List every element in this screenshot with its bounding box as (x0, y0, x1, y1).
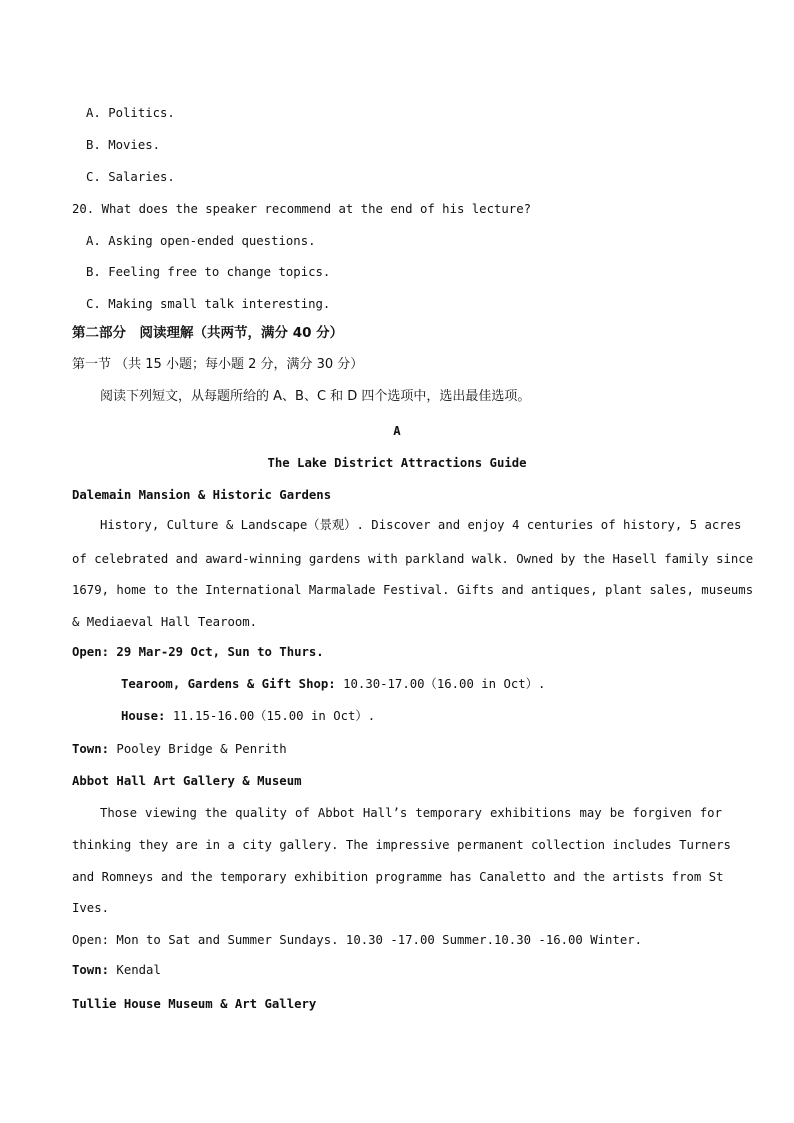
dalemain-open: Open: 29 Mar-29 Oct, Sun to Thurs. (72, 645, 324, 659)
passage-title: The Lake District Attractions Guide (267, 456, 527, 470)
q19-option-a: A. Politics. (86, 106, 175, 120)
dalemain-tearoom (121, 676, 545, 692)
q20-option-b: B. Feeling free to change topics. (86, 265, 331, 279)
dalemain-line-2: of celebrated and award-winning gardens with parkland walk. Owned by the Hasell family since (72, 552, 754, 566)
abbot-town-label: Town: (72, 963, 110, 977)
q20-option-c: C. Making small talk interesting. (86, 297, 331, 311)
dalemain-town (72, 741, 287, 757)
q20-option-a: A. Asking open-ended questions. (86, 234, 316, 248)
town-value: Pooley Bridge & Penrith (109, 742, 287, 756)
abbot-line-4: Ives. (72, 901, 110, 915)
abbot-line-3: and Romneys and the temporary exhibition programme has Canaletto and the artists from St (72, 870, 724, 884)
part2-title: 第二部分 阅读理解（共两节，满分 40 分） (72, 325, 344, 341)
house-hours: 11.15-16.00（15.00 in Oct）. (165, 709, 376, 723)
q19-option-c: C. Salaries. (86, 170, 175, 184)
passage-letter: A (393, 424, 401, 438)
house-label: House: (121, 709, 166, 723)
abbot-line-1: Those viewing the quality of Abbot Hall’s temporary exhibitions may be forgiven for (100, 806, 722, 820)
dalemain-house (121, 708, 375, 724)
dalemain-heading: Dalemain Mansion & Historic Gardens (72, 488, 332, 502)
abbot-town (72, 962, 161, 978)
town-label: Town: (72, 742, 110, 756)
dalemain-line-4: & Mediaeval Hall Tearoom. (72, 615, 258, 629)
abbot-heading: Abbot Hall Art Gallery & Museum (72, 774, 302, 788)
section1-title: 第一节 （共 15 小题；每小题 2 分，满分 30 分） (72, 357, 364, 372)
instructions: 阅读下列短文，从每题所给的 A、B、C 和 D 四个选项中，选出最佳选项。 (100, 389, 531, 404)
dalemain-line-3: 1679, home to the International Marmalade Festival. Gifts and antiques, plant sales, museums (72, 583, 754, 597)
q20-stem: 20. What does the speaker recommend at the end of his lecture? (72, 202, 532, 216)
tearoom-hours: 10.30-17.00（16.00 in Oct）. (335, 677, 546, 691)
tullie-heading: Tullie House Museum & Art Gallery (72, 997, 317, 1011)
abbot-open: Open: Mon to Sat and Summer Sundays. 10.30 -17.00 Summer.10.30 -16.00 Winter. (72, 933, 643, 947)
tearoom-label: Tearoom, Gardens & Gift Shop: (121, 677, 336, 691)
dalemain-line-1: History, Culture & Landscape（景观）. Discover and enjoy 4 centuries of history, 5 acres (100, 518, 742, 532)
q19-option-b: B. Movies. (86, 138, 161, 152)
abbot-line-2: thinking they are in a city gallery. The impressive permanent collection includes Turners (72, 838, 731, 852)
abbot-town-value: Kendal (109, 963, 161, 977)
